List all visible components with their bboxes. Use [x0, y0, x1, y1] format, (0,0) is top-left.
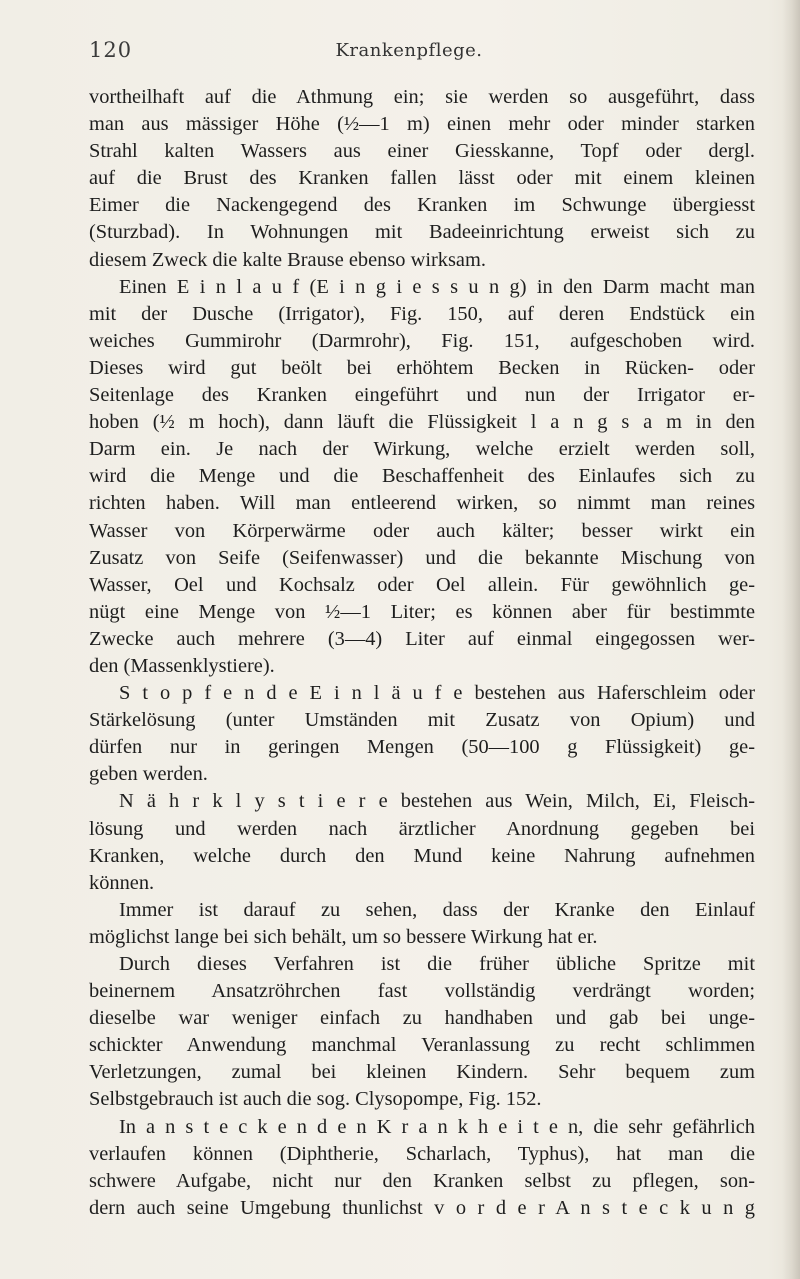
text-line: (Sturzbad). In Wohnungen mit Badeeinrichtung erweist sich zu	[89, 221, 755, 244]
text-line: den (Massenklystiere).	[89, 654, 275, 677]
text-line: mit der Dusche (Irrigator), Fig. 150, auf deren Endstück ein	[89, 302, 755, 325]
text-line: Zusatz von Seife (Seifenwasser) und die bekannte Mischung von	[89, 546, 755, 569]
text-line: auf die Brust des Kranken fallen lässt oder mit einem kleinen	[89, 167, 755, 190]
body-text	[89, 84, 755, 1222]
text-line: Eimer die Nackengegend des Kranken im Schwunge übergiesst	[89, 194, 755, 217]
text-line: richten haben. Will man entleerend wirken, so nimmt man reines	[89, 492, 755, 515]
text-line: können.	[89, 871, 155, 894]
text-line: dieselbe war weniger einfach zu handhaben und gab bei unge-	[89, 1007, 755, 1030]
text-line: Seitenlage des Kranken eingeführt und nun der Irrigator er-	[89, 384, 755, 407]
text-line: dürfen nur in geringen Mengen (50—100 g Flüssigkeit) ge-	[89, 736, 755, 759]
text-line: schickter Anwendung manchmal Veranlassung zu recht schlimmen	[89, 1034, 755, 1057]
text-line: dern auch seine Umgebung thunlichst v o r d e r A n s t e c k u n g	[89, 1196, 755, 1219]
text-line: S t o p f e n d e E i n l ä u f e bestehen aus Haferschleim oder	[119, 682, 755, 705]
text-line: wird die Menge und die Beschaffenheit des Einlaufes sich zu	[89, 465, 755, 488]
text-line: lösung und werden nach ärztlicher Anordnung gegeben bei	[89, 817, 755, 840]
text-line: In a n s t e c k e n d e n K r a n k h e i t e n, die sehr gefährlich	[119, 1115, 755, 1138]
text-line: nügt eine Menge von ½—1 Liter; es können aber für bestimmte	[89, 600, 755, 623]
page-number: 120	[89, 38, 133, 62]
text-line: Einen E i n l a u f (E i n g i e s s u n g) in den Darm macht man	[119, 275, 755, 298]
text-line: Strahl kalten Wassers aus einer Giesskanne, Topf oder dergl.	[89, 140, 755, 163]
text-line: vortheilhaft auf die Athmung ein; sie werden so ausgeführt, dass	[89, 86, 755, 108]
text-line: Verletzungen, zumal bei kleinen Kindern. Sehr bequem zum	[89, 1061, 755, 1084]
text-line: Wasser von Körperwärme oder auch kälter; besser wirkt ein	[89, 519, 755, 542]
text-line: Stärkelösung (unter Umständen mit Zusatz von Opium) und	[89, 709, 755, 732]
text-line: Immer ist darauf zu sehen, dass der Kranke den Einlauf	[119, 898, 755, 921]
text-line: schwere Aufgabe, nicht nur den Kranken selbst zu pflegen, son-	[89, 1169, 755, 1192]
text-line: hoben (½ m hoch), dann läuft die Flüssigkeit l a n g s a m in den	[89, 411, 755, 434]
text-line: Durch dieses Verfahren ist die früher übliche Spritze mit	[119, 953, 755, 975]
text-line: diesem Zweck die kalte Brause ebenso wirksam.	[89, 248, 486, 271]
text-line: Dieses wird gut beölt bei erhöhtem Becken in Rücken- oder	[89, 356, 755, 379]
text-line: Wasser, Oel und Kochsalz oder Oel allein. Für gewöhnlich ge-	[89, 573, 755, 596]
text-line: man aus mässiger Höhe (½—1 m) einen mehr oder minder starken	[89, 113, 755, 136]
page-header	[89, 38, 729, 68]
text-line: verlaufen können (Diphtherie, Scharlach, Typhus), hat man die	[89, 1142, 755, 1165]
text-line: möglichst lange bei sich behält, um so bessere Wirkung hat er.	[89, 925, 598, 948]
text-line: Darm ein. Je nach der Wirkung, welche erzielt werden soll,	[89, 438, 755, 461]
text-line: Zwecke auch mehrere (3—4) Liter auf einmal eingegossen wer-	[89, 627, 755, 650]
running-head: Krankenpflege.	[335, 40, 483, 61]
text-line: beinernem Ansatzröhrchen fast vollständig verdrängt worden;	[89, 980, 755, 1003]
text-line: Selbstgebrauch ist auch die sog. Clysopompe, Fig. 152.	[89, 1088, 542, 1111]
text-line: geben werden.	[89, 763, 208, 786]
text-line: N ä h r k l y s t i e r e bestehen aus Wein, Milch, Ei, Fleisch-	[119, 790, 755, 813]
text-line: weiches Gummirohr (Darmrohr), Fig. 151, aufgeschoben wird.	[89, 329, 755, 352]
text-line: Kranken, welche durch den Mund keine Nahrung aufnehmen	[89, 844, 755, 867]
page-edge-shadow	[782, 0, 800, 1279]
